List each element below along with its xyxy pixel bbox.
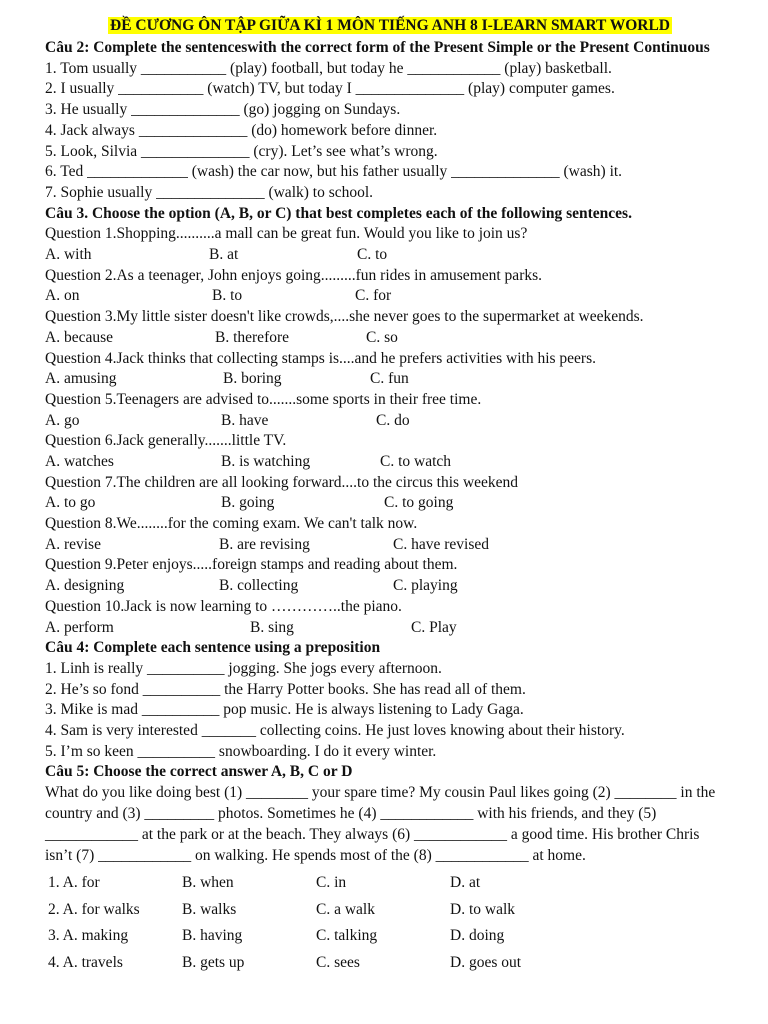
options-row bbox=[45, 576, 735, 597]
answer-cell: B. having bbox=[182, 927, 243, 945]
option-a: A. amusing bbox=[45, 370, 117, 388]
option-b: B. therefore bbox=[215, 328, 290, 346]
section-2 bbox=[45, 38, 735, 204]
option-b: B. to bbox=[212, 287, 243, 305]
option-b: B. boring bbox=[223, 370, 282, 388]
section-5 bbox=[45, 762, 735, 975]
answer-cell: 1. A. for bbox=[48, 874, 100, 892]
option-c: C. Play bbox=[411, 618, 457, 636]
question-text: Question 5.Teenagers are advised to.......some sports in their free time. bbox=[45, 390, 482, 408]
option-a: A. revise bbox=[45, 535, 101, 553]
section-2-item: 3. He usually ______________ (go) jogging on Sundays. bbox=[45, 101, 401, 119]
option-a: A. to go bbox=[45, 494, 96, 512]
answer-cell: B. gets up bbox=[182, 953, 245, 971]
question-text: Question 4.Jack thinks that collecting stamps is....and he prefers activities with his peers. bbox=[45, 349, 596, 367]
option-c: C. playing bbox=[393, 577, 458, 595]
option-b: B. collecting bbox=[219, 577, 299, 595]
answer-table bbox=[48, 870, 584, 976]
answer-cell: B. when bbox=[182, 874, 234, 892]
section-2-item: 6. Ted _____________ (wash) the car now, but his father usually ______________ (wash) it. bbox=[45, 163, 623, 181]
option-a: A. on bbox=[45, 287, 80, 305]
answer-row bbox=[48, 949, 584, 976]
options-row bbox=[45, 286, 735, 307]
option-a: A. because bbox=[45, 328, 113, 346]
section-4-item: 3. Mike is mad __________ pop music. He is always listening to Lady Gaga. bbox=[45, 701, 524, 719]
option-c: C. do bbox=[376, 411, 410, 429]
section-3 bbox=[45, 204, 735, 639]
option-c: C. for bbox=[355, 287, 392, 305]
question-text: Question 7.The children are all looking forward....to the circus this weekend bbox=[45, 473, 519, 491]
options-row bbox=[45, 369, 735, 390]
option-c: C. to going bbox=[384, 494, 454, 512]
options-row bbox=[45, 328, 735, 349]
section-2-item: 1. Tom usually ___________ (play) football, but today he ____________ (play) basketball. bbox=[45, 59, 612, 77]
option-c: C. to watch bbox=[380, 452, 452, 470]
answer-cell: D. to walk bbox=[450, 900, 516, 918]
answer-cell: 4. A. travels bbox=[48, 953, 123, 971]
option-c: C. fun bbox=[370, 370, 409, 388]
options-row bbox=[45, 535, 735, 556]
answer-cell: 3. A. making bbox=[48, 927, 129, 945]
answer-cell: C. a walk bbox=[316, 900, 375, 918]
section-2-heading: Câu 2: Complete the sentenceswith the correct form of the Present Simple or the Present Continuous bbox=[45, 39, 710, 56]
option-b: B. is watching bbox=[221, 452, 311, 470]
option-b: B. have bbox=[221, 411, 269, 429]
question-text: Question 9.Peter enjoys.....foreign stamps and reading about them. bbox=[45, 556, 458, 574]
section-3-heading: Câu 3. Choose the option (A, B, or C) that best completes each of the following sentences. bbox=[45, 204, 632, 222]
cloze-passage: What do you like doing best (1) ________ your spare time? My cousin Paul likes going (2) ________ in the country and (3) _________ photos. Sometimes he (4) ____________ with his friends, and they (5) ____________ at the park or at the beach. They always (6) ____________ a good time. His brother Chris isn’t (7) ____________ on walking. He spends most of the (8) ____________ at home. bbox=[45, 784, 716, 864]
answer-cell: D. doing bbox=[450, 927, 505, 945]
exam-sheet bbox=[45, 0, 735, 976]
question-text: Question 8.We........for the coming exam. We can't talk now. bbox=[45, 515, 418, 533]
title-block bbox=[45, 0, 735, 38]
option-a: A. watches bbox=[45, 452, 114, 470]
section-4-item: 1. Linh is really __________ jogging. She jogs every afternoon. bbox=[45, 659, 442, 677]
section-5-heading: Câu 5: Choose the correct answer A, B, C or D bbox=[45, 763, 353, 781]
answer-cell: D. at bbox=[450, 874, 481, 892]
question-text: Question 1.Shopping..........a mall can be great fun. Would you like to join us? bbox=[45, 225, 528, 243]
section-4-item: 2. He’s so fond __________ the Harry Potter books. She has read all of them. bbox=[45, 680, 526, 698]
section-2-item: 5. Look, Silvia ______________ (cry). Let’s see what’s wrong. bbox=[45, 142, 438, 160]
section-4-heading: Câu 4: Complete each sentence using a preposition bbox=[45, 639, 381, 657]
option-a: A. designing bbox=[45, 577, 125, 595]
answer-row bbox=[48, 896, 584, 923]
answer-cell: C. in bbox=[316, 874, 347, 892]
option-c: C. have revised bbox=[393, 535, 489, 553]
answer-cell: D. goes out bbox=[450, 953, 522, 971]
option-c: C. to bbox=[357, 246, 388, 264]
option-a: A. perform bbox=[45, 618, 114, 636]
page-title: ĐỀ CƯƠNG ÔN TẬP GIỮA KÌ 1 MÔN TIẾNG ANH 8 I-LEARN SMART WORLD bbox=[110, 17, 670, 34]
answer-row bbox=[48, 923, 584, 950]
option-c: C. so bbox=[366, 328, 398, 346]
answer-row bbox=[48, 870, 584, 897]
option-b: B. sing bbox=[250, 618, 294, 636]
answer-cell: C. sees bbox=[316, 953, 360, 971]
option-b: B. are revising bbox=[219, 535, 310, 553]
question-text: Question 10.Jack is now learning to …………..the piano. bbox=[45, 597, 402, 615]
question-text: Question 2.As a teenager, John enjoys going.........fun rides in amusement parks. bbox=[45, 266, 543, 284]
option-a: A. with bbox=[45, 246, 92, 264]
section-2-item: 4. Jack always ______________ (do) homework before dinner. bbox=[45, 121, 438, 139]
option-b: B. going bbox=[221, 494, 275, 512]
options-row bbox=[45, 245, 735, 266]
section-4 bbox=[45, 638, 735, 762]
section-2-item: 2. I usually ___________ (watch) TV, but today I ______________ (play) computer games. bbox=[45, 80, 615, 98]
option-b: B. at bbox=[209, 246, 239, 264]
options-row bbox=[45, 411, 735, 432]
answer-cell: C. talking bbox=[316, 927, 378, 945]
section-4-item: 4. Sam is very interested _______ collecting coins. He just loves knowing about their history. bbox=[45, 722, 625, 740]
question-text: Question 6.Jack generally.......little TV. bbox=[45, 432, 287, 450]
options-row bbox=[45, 618, 735, 639]
question-text: Question 3.My little sister doesn't like crowds,....she never goes to the supermarket at weekends. bbox=[45, 308, 644, 326]
options-row bbox=[45, 493, 735, 514]
options-row bbox=[45, 452, 735, 473]
section-4-item: 5. I’m so keen __________ snowboarding. I do it every winter. bbox=[45, 742, 437, 760]
answer-cell: B. walks bbox=[182, 900, 237, 918]
section-2-item: 7. Sophie usually ______________ (walk) to school. bbox=[45, 183, 374, 201]
answer-cell: 2. A. for walks bbox=[48, 900, 140, 918]
option-a: A. go bbox=[45, 411, 80, 429]
